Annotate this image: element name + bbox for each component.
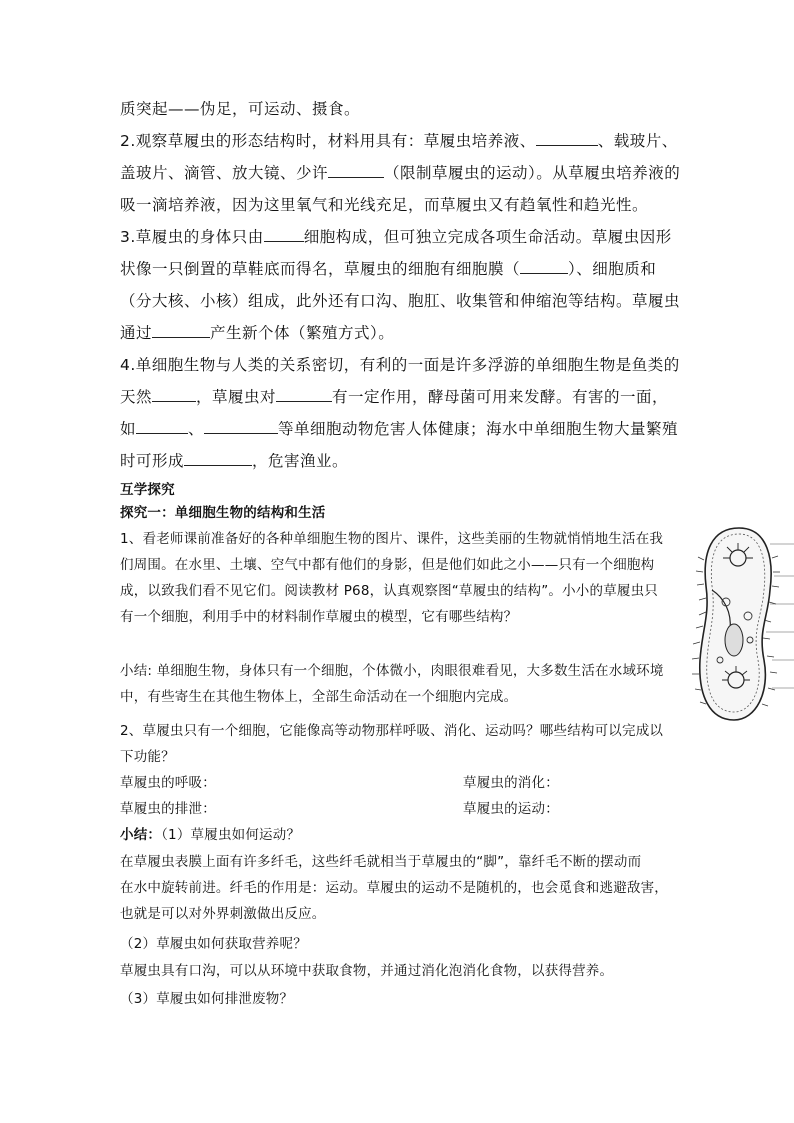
- text-line: 如 、 等单细胞动物危害人体健康；海水中单细胞生物大量繁殖: [120, 420, 679, 438]
- fill-blank[interactable]: [276, 387, 332, 402]
- text-line: 盖玻片、滴管、放大镜、少许 （限制草履虫的运动）。从草履虫培养液的: [120, 164, 681, 182]
- text-line: 质突起——伪足，可运动、摄食。: [120, 100, 361, 118]
- text-line: 中，有些寄生在其他生物体上，全部生命活动在一个细胞内完成。: [120, 689, 518, 705]
- question-3: 3.草履虫的身体只由 细胞构成，但可独立完成各项生命活动。草履虫因形: [120, 228, 672, 246]
- question-2-b: 2、草履虫只有一个细胞，它能像高等动物那样呼吸、消化、运动吗？哪些结构可以完成以: [120, 723, 664, 739]
- fill-blank[interactable]: [204, 419, 278, 434]
- text-line: 在水中旋转前进。纤毛的作用是：运动。草履虫的运动不是随机的，也会觅食和逃避敌害，: [120, 880, 668, 896]
- fill-blank[interactable]: [536, 131, 598, 146]
- question-2: 2.观察草履虫的形态结构时，材料用具有：草履虫培养液、 、载玻片、: [120, 132, 678, 150]
- waste-question: （3）草履虫如何排泄废物？: [120, 991, 294, 1007]
- text-line: （分大核、小核）组成，此外还有口沟、胞肛、收集管和伸缩泡等结构。草履虫: [120, 292, 681, 310]
- fill-blank[interactable]: [184, 451, 252, 466]
- text-line: 状像一只倒置的草鞋底而得名，草履虫的细胞有细胞膜（ ）、细胞质和: [120, 260, 657, 278]
- excretion-prompt: 草履虫的排泄：: [120, 801, 216, 817]
- text-line: 也就是可以对外界刺激做出反应。: [120, 906, 326, 922]
- fill-blank[interactable]: [152, 323, 210, 338]
- text-line: 天然 ，草履虫对 有一定作用，酵母菌可用来发酵。有害的一面，: [120, 388, 669, 406]
- text-line: 成，以致我们看不见它们。阅读教材 P68，认真观察图“草履虫的结构”。小小的草履虫只: [120, 583, 658, 599]
- summary-1: 小结: 单细胞生物，身体只有一个细胞，个体微小，肉眼很难看见，大多数生活在水域环境: [120, 663, 664, 679]
- text-line: 吸一滴培养液，因为这里氧气和光线充足，而草履虫又有趋氧性和趋光性。: [120, 196, 649, 214]
- explore-title: 探究一：单细胞生物的结构和生活: [120, 505, 326, 521]
- fill-blank[interactable]: [328, 163, 384, 178]
- text-line: 下功能？: [120, 749, 175, 765]
- paramecium-diagram: [684, 520, 794, 730]
- fill-blank[interactable]: [264, 227, 304, 242]
- question-4: 4.单细胞生物与人类的关系密切，有利的一面是许多浮游的单细胞生物是鱼类的: [120, 356, 680, 374]
- fill-blank[interactable]: [152, 387, 196, 402]
- movement-prompt: 草履虫的运动：: [463, 801, 559, 817]
- nutrition-question: （2）草履虫如何获取营养呢？: [120, 936, 307, 952]
- section-title: 互学探究: [120, 482, 175, 498]
- summary-2: 小结：（1）草履虫如何运动？: [120, 827, 301, 843]
- text-line: 时可形成 ，危害渔业。: [120, 452, 349, 470]
- text-line: 通过 产生新个体（繁殖方式）。: [120, 324, 395, 342]
- text-line: 在草履虫表膜上面有许多纤毛，这些纤毛就相当于草履虫的“脚”，靠纤毛不断的摆动而: [120, 854, 642, 870]
- text-line: 们周围。在水里、土壤、空气中都有他们的身影，但是他们如此之小——只有一个细胞构: [120, 557, 655, 573]
- fill-blank[interactable]: [136, 419, 188, 434]
- respiration-prompt: 草履虫的呼吸：: [120, 775, 216, 791]
- text-line: 有一个细胞，利用手中的材料制作草履虫的模型，它有哪些结构？: [120, 609, 518, 625]
- fill-blank[interactable]: [520, 259, 568, 274]
- text-line: 1、看老师课前准备好的各种单细胞生物的图片、课件，这些美丽的生物就悄悄地生活在我: [120, 531, 664, 547]
- text-line: 草履虫具有口沟，可以从环境中获取食物，并通过消化泡消化食物，以获得营养。: [120, 963, 614, 979]
- digestion-prompt: 草履虫的消化：: [463, 775, 559, 791]
